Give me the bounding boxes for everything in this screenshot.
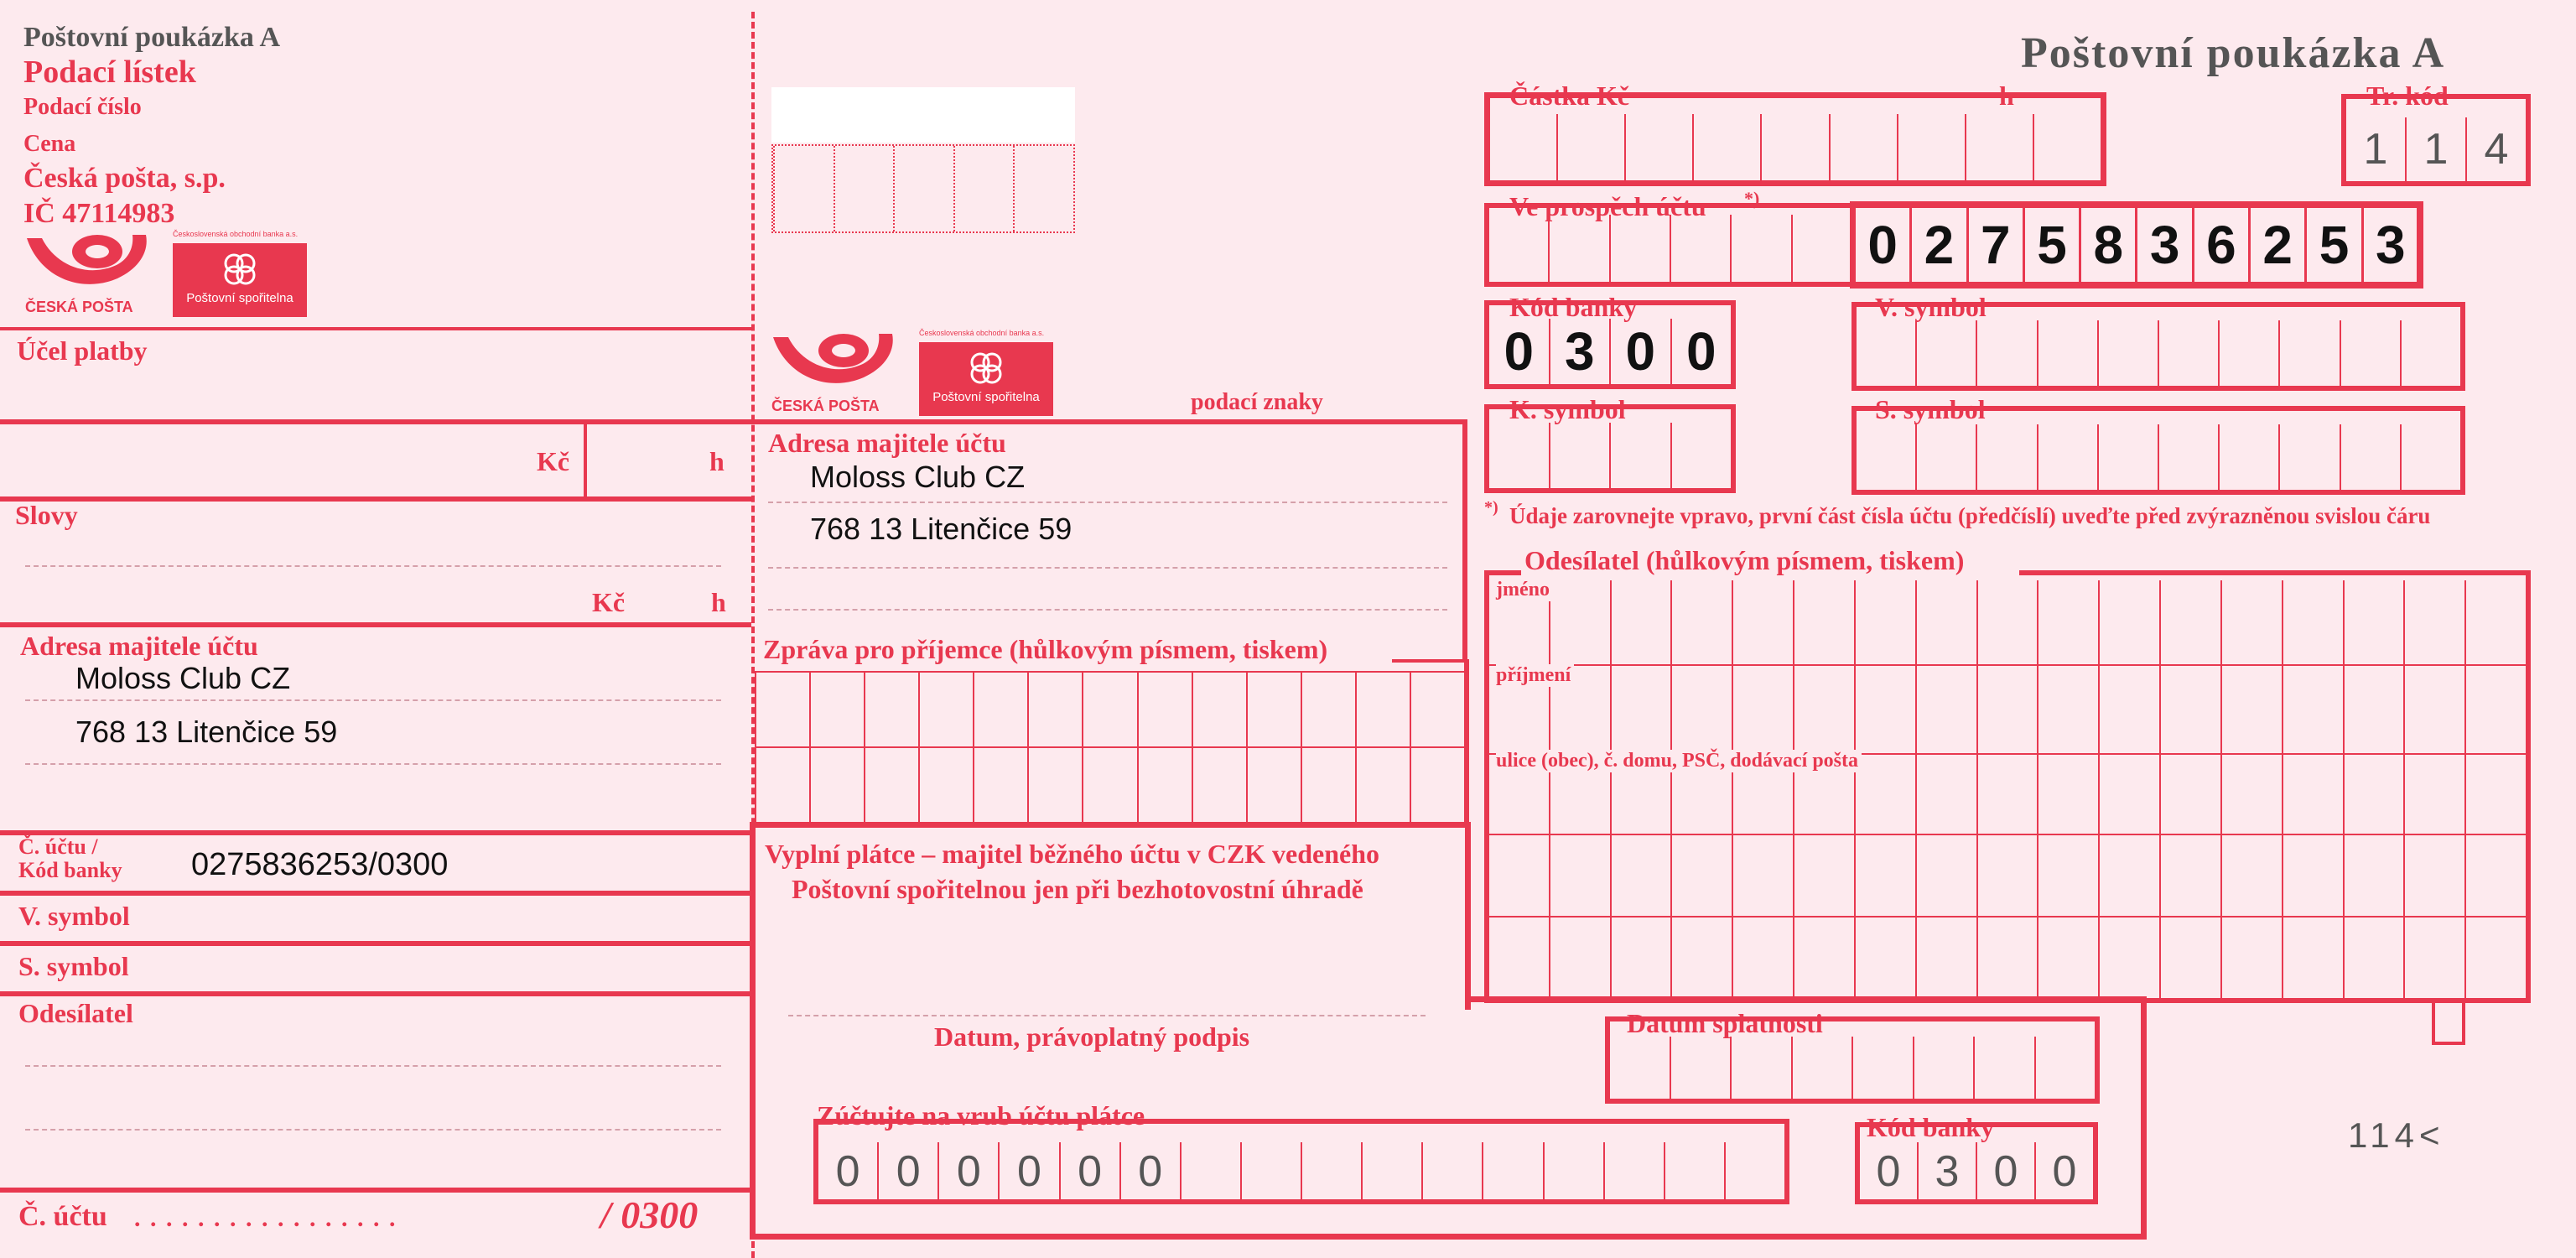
company-name: Česká pošta, s.p. <box>23 163 226 194</box>
sender-grid-column[interactable] <box>2464 580 2526 998</box>
ss-digit-cell[interactable] <box>2037 424 2097 490</box>
owner-name-left: Moloss Club CZ <box>75 661 291 695</box>
stamp-cells <box>771 144 1075 233</box>
postovni-sporitelna-logo-mid <box>919 329 1053 418</box>
ceska-posta-logo <box>23 228 158 320</box>
message-label: Zpráva pro příjemce (hůlkovým písmem, tiskem) <box>763 634 1328 664</box>
vs-digit-cell[interactable] <box>1915 320 1976 386</box>
amount-digit-cell[interactable] <box>1760 114 1828 181</box>
amount-digit-cell[interactable] <box>1965 114 2033 181</box>
sender-grid-column[interactable] <box>2098 580 2159 998</box>
account-digit[interactable]: 5 <box>2023 207 2079 283</box>
footnote-star: *) <box>1484 498 1498 517</box>
datum-splatnosti-cells[interactable] <box>1610 1037 2095 1099</box>
date-digit-cell[interactable] <box>1610 1037 1670 1099</box>
payer-account-digit[interactable] <box>1482 1142 1542 1201</box>
castka-label: Částka Kč <box>1509 81 1630 111</box>
date-digit-cell[interactable] <box>1730 1037 1791 1099</box>
date-digit-cell[interactable] <box>1973 1037 2034 1099</box>
ps-text-mid: Poštovní spořitelna <box>932 390 1040 404</box>
amount-digit-cell[interactable] <box>1829 114 1897 181</box>
vs-digit-cell[interactable] <box>2037 320 2097 386</box>
sender-grid-column[interactable] <box>1793 580 1854 998</box>
ss-label-left: S. symbol <box>18 951 129 981</box>
tr-kod-digit: 4 <box>2465 117 2526 181</box>
ceska-posta-logo-mid <box>770 327 904 419</box>
castka-cells[interactable] <box>1490 114 2101 181</box>
kod-banky-label-mid: Kód banky <box>1867 1112 1995 1142</box>
tr-kod-cells <box>2346 117 2526 181</box>
clover-icon <box>219 248 261 290</box>
ps-text: Poštovní spořitelna <box>186 291 293 305</box>
payer-account-digit[interactable] <box>1240 1142 1301 1201</box>
podaci-cislo-label: Podací číslo <box>23 94 142 120</box>
tr-kod-digit: 1 <box>2405 117 2465 181</box>
tr-kod-digit: 1 <box>2363 125 2388 174</box>
vs-digit-cell[interactable] <box>2218 320 2278 386</box>
ss-digit-cell[interactable] <box>1857 424 1915 490</box>
ulice-label: ulice (obec), č. domu, PSČ, dodávací pošta <box>1496 750 1862 772</box>
ceska-posta-text-mid: ČESKÁ POŠTA <box>771 398 880 414</box>
prospech-star: *) <box>1744 188 1760 209</box>
vs-digit-cell[interactable] <box>2158 320 2218 386</box>
account-digit[interactable]: 6 <box>2192 207 2248 283</box>
payer-bank-digit[interactable]: 0 <box>1976 1142 2034 1201</box>
ks-digit-cell[interactable] <box>1609 423 1670 488</box>
payer-note-1: Vyplní plátce – majitel běžného účtu v CZK vedeného <box>765 839 1380 869</box>
vs-digit-cell[interactable] <box>1857 320 1915 386</box>
bank-code-digit[interactable]: 0 <box>1670 319 1732 384</box>
v-symbol-cells[interactable] <box>1857 320 2460 386</box>
ss-digit-cell[interactable] <box>1915 424 1976 490</box>
owner-label-mid: Adresa majitele účtu <box>768 428 1006 458</box>
account-digit-cells[interactable] <box>1856 207 2418 283</box>
vs-digit-cell[interactable] <box>2097 320 2158 386</box>
prefix-digit-cell[interactable] <box>1730 215 1790 282</box>
sender-grid-column[interactable] <box>1915 580 1976 998</box>
vs-digit-cell[interactable] <box>1976 320 2036 386</box>
payer-account-digit[interactable] <box>1301 1142 1361 1201</box>
amount-digit-cell[interactable] <box>2033 114 2101 181</box>
vs-label-left: V. symbol <box>18 901 130 931</box>
payer-account-digit[interactable]: 0 <box>835 1147 860 1196</box>
prospech-label: Ve prospěch účtu <box>1509 191 1706 221</box>
account-digit[interactable]: 8 <box>2079 207 2135 283</box>
sender-grid-column[interactable] <box>2159 580 2220 998</box>
tr-kod-label: Tr. kód <box>2366 81 2449 111</box>
payer-account-digit[interactable] <box>1664 1142 1724 1201</box>
code-line: 114< <box>2348 1115 2445 1155</box>
ss-digit-cell[interactable] <box>2400 424 2460 490</box>
csob-text: Československá obchodní banka a.s. <box>173 230 299 238</box>
payer-bank-digit[interactable]: 3 <box>1917 1142 1976 1201</box>
ss-digit-cell[interactable] <box>2340 424 2400 490</box>
sender-grid-column[interactable] <box>1854 580 1915 998</box>
prefix-cells[interactable] <box>1489 215 1852 282</box>
account-bottom-dots: . . . . . . . . . . . . . . . . . <box>134 1204 397 1232</box>
account-digit[interactable]: 3 <box>2361 207 2418 283</box>
h-label: h <box>709 446 724 476</box>
prefix-digit-cell[interactable] <box>1609 215 1670 282</box>
payer-account-digit[interactable] <box>1361 1142 1421 1201</box>
payer-account-digit[interactable] <box>1724 1142 1784 1201</box>
payer-bank-digit[interactable]: 0 <box>2034 1142 2093 1201</box>
slip-title: Podací lístek <box>23 55 196 90</box>
ks-digit-cell[interactable] <box>1549 423 1610 488</box>
sender-grid-column[interactable] <box>1976 580 2038 998</box>
owner-name-mid: Moloss Club CZ <box>810 460 1026 494</box>
date-digit-cell[interactable] <box>1670 1037 1731 1099</box>
sender-label-right: Odesílatel (hůlkovým písmem, tiskem) <box>1524 545 1965 575</box>
datum-splatnosti-label: Datum splatnosti <box>1627 1008 1823 1038</box>
prefix-digit-cell[interactable] <box>1548 215 1608 282</box>
payer-account-digit[interactable] <box>1543 1142 1603 1201</box>
v-symbol-label-right: V. symbol <box>1875 292 1987 322</box>
amount-digit-cell[interactable] <box>1490 114 1556 181</box>
prefix-digit-cell[interactable] <box>1489 215 1548 282</box>
ks-digit-cell[interactable] <box>1670 423 1732 488</box>
bank-code-digit[interactable]: 3 <box>1549 319 1610 384</box>
sender-grid-column[interactable] <box>2037 580 2098 998</box>
payer-bank-digit[interactable]: 0 <box>1876 1147 1901 1196</box>
form-name: Poštovní poukázka A <box>23 22 281 53</box>
amount-digit-cell[interactable] <box>1624 114 1692 181</box>
ks-digit-cell[interactable] <box>1489 423 1549 488</box>
owner-label-left: Adresa majitele účtu <box>20 631 258 661</box>
postovni-sporitelna-logo <box>173 230 307 319</box>
date-digit-cell[interactable] <box>1913 1037 1974 1099</box>
payer-account-digit[interactable]: 0 <box>1059 1142 1119 1201</box>
k-symbol-cells[interactable] <box>1489 423 1731 488</box>
date-digit-cell[interactable] <box>1852 1037 1913 1099</box>
vs-digit-cell[interactable] <box>2278 320 2339 386</box>
account-label-left: Č. účtu / Kód banky <box>18 834 122 882</box>
sender-grid-column[interactable] <box>1610 580 1671 998</box>
amount-digit-cell[interactable] <box>1692 114 1760 181</box>
ss-digit-cell[interactable] <box>1976 424 2036 490</box>
k-symbol-label: K. symbol <box>1509 394 1626 424</box>
date-digit-cell[interactable] <box>1791 1037 1852 1099</box>
payer-account-digit[interactable]: 0 <box>1119 1142 1180 1201</box>
company-ic: IČ 47114983 <box>23 198 175 229</box>
sender-grid-column[interactable] <box>2403 580 2464 998</box>
posthorn-icon <box>770 327 904 398</box>
account-digit[interactable]: 0 <box>1867 215 1898 275</box>
sender-label-left: Odesílatel <box>18 998 133 1028</box>
payer-account-digit[interactable]: 0 <box>937 1142 998 1201</box>
sender-grid[interactable] <box>1489 580 2526 998</box>
sender-grid-column[interactable] <box>1549 580 1610 998</box>
kc-label: Kč <box>537 446 570 476</box>
s-symbol-label-right: S. symbol <box>1875 394 1986 424</box>
prefix-digit-cell[interactable] <box>1670 215 1730 282</box>
sender-grid-column[interactable] <box>2282 580 2343 998</box>
csob-text-mid: Československá obchodní banka a.s. <box>919 329 1045 337</box>
kc-label-2: Kč <box>592 587 626 617</box>
ss-digit-cell[interactable] <box>2278 424 2339 490</box>
form-title-right: Poštovní poukázka A <box>2021 29 2446 77</box>
payer-account-digit[interactable]: 0 <box>877 1142 937 1201</box>
kod-banky-cells-mid[interactable] <box>1860 1142 2093 1201</box>
prijmeni-label: příjmení <box>1496 664 1574 687</box>
jmeno-label: jméno <box>1496 579 1553 601</box>
h-label-2: h <box>711 587 726 617</box>
account-bottom-label: Č. účtu <box>18 1201 107 1232</box>
account-digit[interactable]: 7 <box>1966 207 2023 283</box>
sender-grid-column[interactable] <box>1670 580 1732 998</box>
payer-account-digit[interactable] <box>1603 1142 1664 1201</box>
account-digit[interactable]: 5 <box>2304 207 2360 283</box>
sender-grid-column[interactable] <box>2220 580 2282 998</box>
vs-digit-cell[interactable] <box>2400 320 2460 386</box>
amount-digit-cell[interactable] <box>1897 114 1965 181</box>
account-digit[interactable]: 2 <box>2248 207 2304 283</box>
kod-banky-cells-right[interactable] <box>1489 319 1731 384</box>
account-value-left: 0275836253/0300 <box>191 847 449 882</box>
slovy-label: Slovy <box>15 500 78 530</box>
ss-digit-cell[interactable] <box>2097 424 2158 490</box>
podaci-znaky-label: podací znaky <box>1191 389 1323 415</box>
payer-note-2: Poštovní spořitelnou jen při bezhotovostní úhradě <box>792 874 1363 904</box>
sender-grid-column[interactable] <box>2343 580 2404 998</box>
footnote-text: Údaje zarovnejte vpravo, první část čísla účtu (předčíslí) uveďte před zvýrazněnou svislou čáru <box>1509 503 2431 528</box>
stamp-area <box>771 87 1075 143</box>
sender-grid-column[interactable] <box>1732 580 1793 998</box>
ss-digit-cell[interactable] <box>2218 424 2278 490</box>
cena-label: Cena <box>23 131 76 157</box>
s-symbol-cells[interactable] <box>1857 424 2460 490</box>
owner-address-mid: 768 13 Litenčice 59 <box>810 512 1072 546</box>
clover-icon <box>965 347 1007 389</box>
datum-podpis-label: Datum, právoplatný podpis <box>934 1021 1250 1052</box>
ceska-posta-text: ČESKÁ POŠTA <box>25 299 133 315</box>
kod-banky-label-right: Kód banky <box>1509 292 1638 322</box>
account-digit[interactable]: 3 <box>2135 207 2191 283</box>
ss-digit-cell[interactable] <box>2158 424 2218 490</box>
sender-grid-column[interactable] <box>1489 580 1549 998</box>
ucel-platby-label: Účel platby <box>17 335 148 366</box>
payer-account-digit[interactable] <box>1421 1142 1482 1201</box>
zuctujte-cells[interactable] <box>818 1142 1784 1201</box>
bank-code-digit[interactable]: 0 <box>1609 319 1670 384</box>
date-digit-cell[interactable] <box>2034 1037 2096 1099</box>
zuctujte-label: Zúčtujte na vrub účtu plátce <box>817 1100 1145 1131</box>
amount-digit-cell[interactable] <box>1556 114 1624 181</box>
payer-account-digit[interactable] <box>1180 1142 1240 1201</box>
vs-digit-cell[interactable] <box>2340 320 2400 386</box>
owner-address-left: 768 13 Litenčice 59 <box>75 715 338 749</box>
account-digit[interactable]: 2 <box>1909 207 1966 283</box>
account-bottom-value: / 0300 <box>600 1193 699 1236</box>
prefix-digit-cell[interactable] <box>1791 215 1852 282</box>
posthorn-icon <box>23 228 158 299</box>
castka-h-label: h <box>1999 81 2014 111</box>
payer-account-digit[interactable]: 0 <box>998 1142 1058 1201</box>
bank-code-digit[interactable]: 0 <box>1504 321 1535 382</box>
